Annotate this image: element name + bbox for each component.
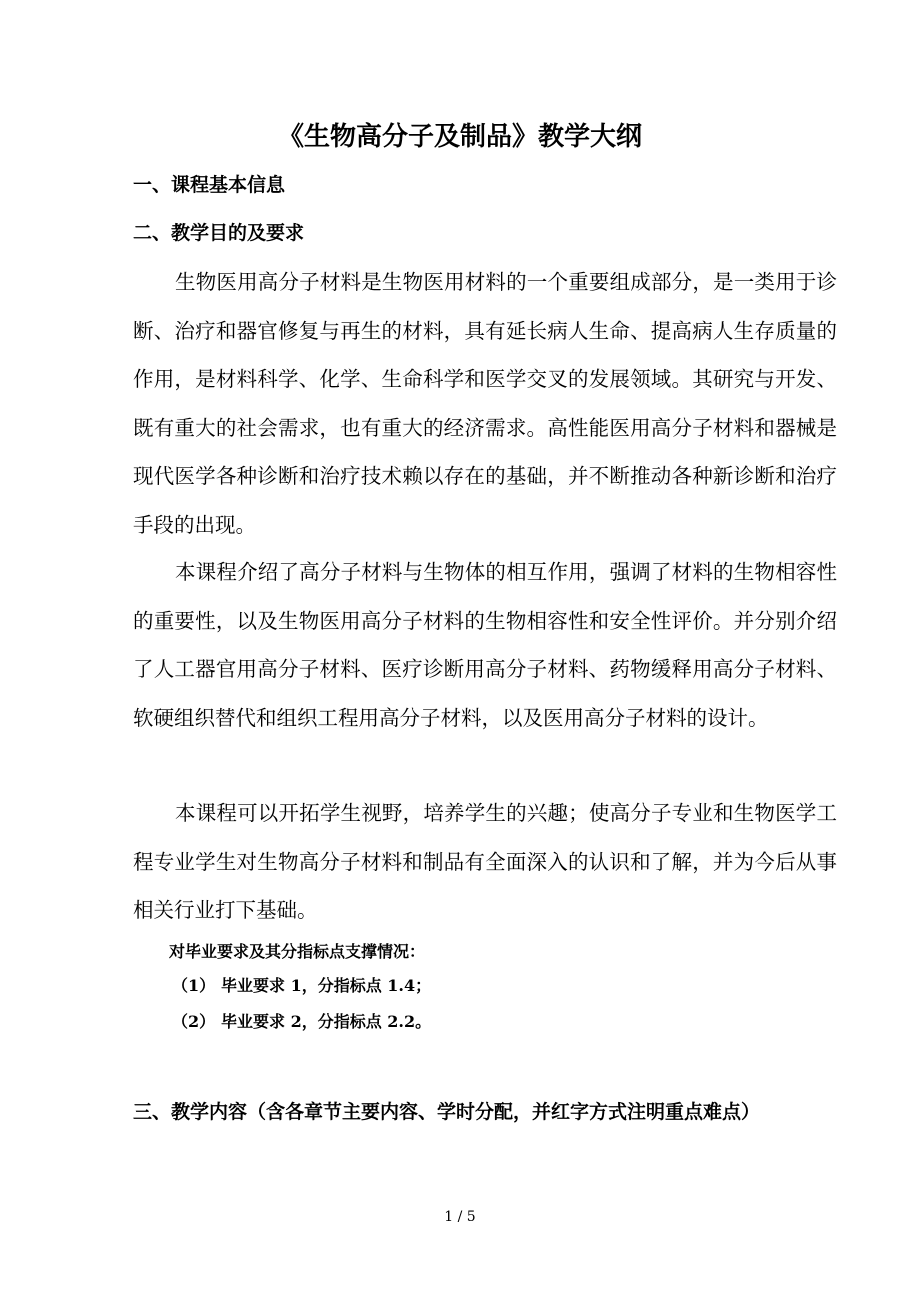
paragraph-course-content: 本课程介绍了高分子材料与生物体的相互作用，强调了材料的生物相容性的重要性，以及生物医用高分子材料的生物相容性和安全性评价。并分别介绍了人工器官用高分子材料、医疗诊断用高分子材料、药物缓释用高分子材料、软硬组织替代和组织工程用高分子材料，以及医用高分子材料的设计。 [133, 560, 837, 730]
support-item-number: （1） [172, 976, 216, 995]
section-heading-basic-info: 一、课程基本信息 [133, 174, 286, 196]
section-heading-teaching-content: 三、教学内容（含各章节主要内容、学时分配，并红字方式注明重点难点） [133, 1101, 761, 1123]
page-number: 1 / 5 [444, 1209, 476, 1225]
document-title: 《生物高分子及制品》教学大纲 [277, 122, 642, 152]
section-heading-objectives: 二、教学目的及要求 [133, 222, 305, 244]
support-heading: 对毕业要求及其分指标点支撑情况： [169, 942, 426, 961]
support-item-text: 毕业要求 1，分指标点 1.4； [221, 976, 432, 995]
support-item-text: 毕业要求 2，分指标点 2.2。 [221, 1012, 432, 1031]
support-item-number: （2） [172, 1012, 216, 1031]
paragraph-course-goals: 本课程可以开拓学生视野，培养学生的兴趣；使高分子专业和生物医学工程专业学生对生物高分子材料和制品有全面深入的认识和了解，并为今后从事相关行业打下基础。 [133, 801, 837, 922]
paragraph-intro: 生物医用高分子材料是生物医用材料的一个重要组成部分，是一类用于诊断、治疗和器官修复与再生的材料，具有延长病人生命、提高病人生存质量的作用，是材料科学、化学、生命科学和医学交叉的发展领域。其研究与开发、既有重大的社会需求，也有重大的经济需求。高性能医用高分子材料和器械是现代医学各种诊断和治疗技术赖以存在的基础，并不断推动各种新诊断和治疗手段的出现。 [133, 270, 837, 537]
